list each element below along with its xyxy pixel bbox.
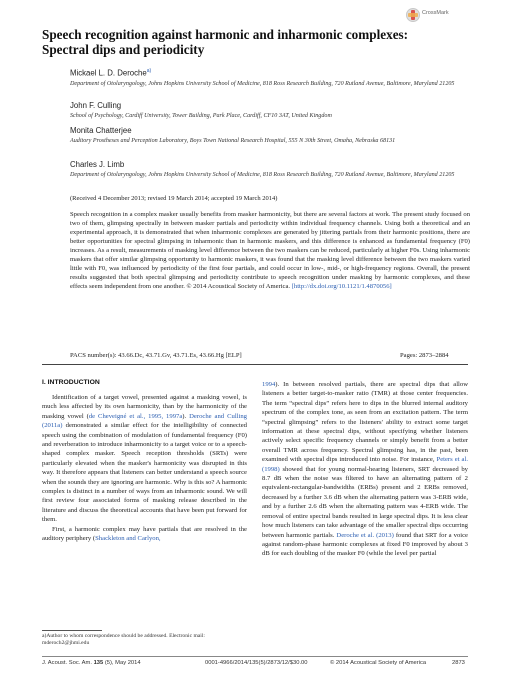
footer-volume: 135 [93, 660, 104, 666]
footer-divider [42, 656, 468, 657]
author-name [70, 160, 124, 169]
body-text: First, a harmonic complex may have partials that are resolved in the auditory periphery ( [42, 525, 247, 543]
citation-link[interactable]: 1994 [262, 381, 276, 388]
citation-link[interactable]: Shackleton and Carlyon, [95, 535, 161, 543]
abstract [70, 211, 470, 292]
body-text: showed that for young normal-hearing listeners, SRT decreased by 8.7 dB when the noise was filtered to have an alternating pattern of 2 equivalent-rectangular-bandwidths (ERBs) present and 2 ERBs removed, decreased by a further 3.6 dB when the alternating pattern was 3-ERB wide, and by a further 2.6 dB when the alternating pattern was 4-ERB wide. The removal of entire spectral bands resulted in large spectral dips. It is less clear how much listeners can take advantage of the smaller spectral dips occurring between harmonic partials. [262, 465, 468, 539]
author-name-text: Charles J. Limb [70, 160, 125, 169]
paragraph [262, 380, 468, 559]
author-name [70, 101, 121, 110]
crossmark-icon-bar [408, 13, 418, 17]
paper-title-line: Speech recognition against harmonic and inharmonic complexes: [42, 27, 409, 42]
author-footnote-mark[interactable]: a) [146, 68, 152, 74]
footer-journal [42, 660, 141, 666]
body-text: Identification of a target vowel, presented against a masking vowel, is much less affected by its own harmonicity, than by the harmonicity of the masking vowel ( [42, 394, 247, 420]
crossmark-badge[interactable] [403, 6, 447, 28]
citation-link[interactable]: Peters et al. (1998) [262, 456, 468, 473]
pacs-numbers: PACS number(s): 43.66.Dc, 43.71.Gv, 43.71.Es, 43.66.Hg [ELP] [70, 352, 242, 359]
author-name [70, 126, 132, 135]
citation-link[interactable]: de Cheveigné et al., 1995, 1997a [88, 412, 183, 420]
citation-link[interactable]: Deroche et al. (2013) [336, 531, 394, 539]
author-affiliation: Auditory Prostheses and Perception Laboratory, Boys Town National Research Hospital, 555 N 30th Street, Omaha, Nebraska 68131 [70, 138, 396, 144]
header-divider [42, 364, 468, 365]
author-name-text: Mickael L. D. Deroche [70, 68, 147, 78]
body-text: ). In between resolved partials, there are spectral dips that allow listeners a better target-to-masker ratio (TMR) at those center frequencies. The term “spectral dips” refers here to dips in the blurred internal auditory spectrum of the complex tone, as seen from an excitation pattern. The term “spectral glimpsing” refers to the listeners' ability to extract some target information at these spectral dips, without specifying whether listeners actively select specific frequency channels or simply benefit from a better overall TMR across frequency. Spectral glimpsing has, in the past, been examined with spectral dips introduced into noise. For instance, [262, 381, 468, 464]
footer-text: J. Acoust. Soc. Am. [42, 660, 94, 666]
page-number: 2873 [452, 660, 465, 666]
received-dates: (Received 4 December 2013; revised 19 March 2014; accepted 19 March 2014) [70, 195, 278, 202]
footer-copyright: © 2014 Acoustical Society of America [330, 660, 427, 666]
body-column-right [262, 380, 468, 559]
footnote-divider [42, 630, 102, 631]
paragraph [42, 525, 247, 544]
author-affiliation: School of Psychology, Cardiff University, Tower Building, Park Place, Cardiff, CF10 3AT, United Kingdom [70, 113, 332, 119]
footer-text: (5), May 2014 [103, 660, 141, 666]
abstract-text: Speech recognition in a complex masker usually benefits from masker harmonicity, but there are several factors at work. The present study focused on two of them, glimpsing spectrally in between masker partials and periodicity within individual frequency channels. Using both a theoretical and an experimental approach, it is demonstrated that when inharmonic complexes are generated by jittering partials from their harmonic positions, there are better opportunities for spectral glimpsing in inharmonic than in harmonic maskers, and this difference is enhanced as fundamental frequency (F0) increases. As a result, measurements of masking level difference between the two maskers can be reduced, particularly at higher F0s. Using inharmonic maskers that offer similar glimpsing opportunity to harmonic maskers, it was found that the masking level difference between the two maskers varied little with F0, was influenced by periodicity of the first four partials, and could occur in low-, mid-, or high-frequency regions. Overall, the present results suggested that both spectral glimpsing and periodicity contribute to speech recognition under masking by harmonic complexes, and these effects seem independent from one another. [70, 211, 470, 290]
author-name [70, 68, 151, 78]
author-name-text: John F. Culling [70, 101, 122, 110]
paragraph [42, 393, 247, 525]
citation-link[interactable]: Deroche and Culling (2011a) [42, 412, 247, 430]
author-name-text: Monita Chatterjee [70, 126, 132, 135]
doi-link[interactable]: [http://dx.doi.org/10.1121/1.4870056] [291, 282, 392, 290]
paper-title-line: Spectral dips and periodicity [42, 42, 205, 57]
crossmark-label: CrossMark [422, 10, 449, 16]
author-affiliation: Department of Otolaryngology, Johns Hopkins University School of Medicine, 818 Ross Research Building, 720 Rutland Avenue, Baltimore, Maryland 21205 [70, 172, 455, 178]
page-range: Pages: 2873–2884 [400, 352, 449, 359]
body-text: demonstrated a similar effect for the intelligibility of connected speech using the combination of modulation of fundamental frequency (F0) and reverberation to introduce inharmonicity to a target voice or to a speech-shaped complex masker. Speech reception thresholds (SRTs) were particularly elevated when the masker's harmonicity was disrupted in this way. It therefore appears that listeners can better understand a speech source when the sounds they are ignoring are harmonic. Why is this so? A harmonic complex is distinct in a number of ways from an inharmonic sound. We will first review four associated forms of masking release described in the literature and discuss the theoretical accounts that have been put forward for them. [42, 422, 247, 524]
abstract-copyright: © 2014 Acoustical Society of America. [186, 282, 291, 290]
author-affiliation: Department of Otolaryngology, Johns Hopkins University School of Medicine, 818 Ross Research Building, 720 Rutland Avenue, Baltimore, Maryland 21205 [70, 81, 455, 87]
body-column-left [42, 393, 247, 544]
section-heading: I. INTRODUCTION [42, 379, 100, 386]
footnote: a)Author to whom correspondence should be addressed. Electronic mail: mderoch2@jhmi.edu [42, 633, 205, 646]
footer-code: 0001-4966/2014/135(5)/2873/12/$30.00 [205, 660, 308, 666]
body-text: found that SRT for a voice against random-phase harmonic complexes at fixed F0 improved by about 3 dB for each doubling of the masker F0 (while the level per partial [262, 531, 469, 558]
paper-title [42, 27, 467, 57]
body-text: ). [182, 412, 190, 420]
